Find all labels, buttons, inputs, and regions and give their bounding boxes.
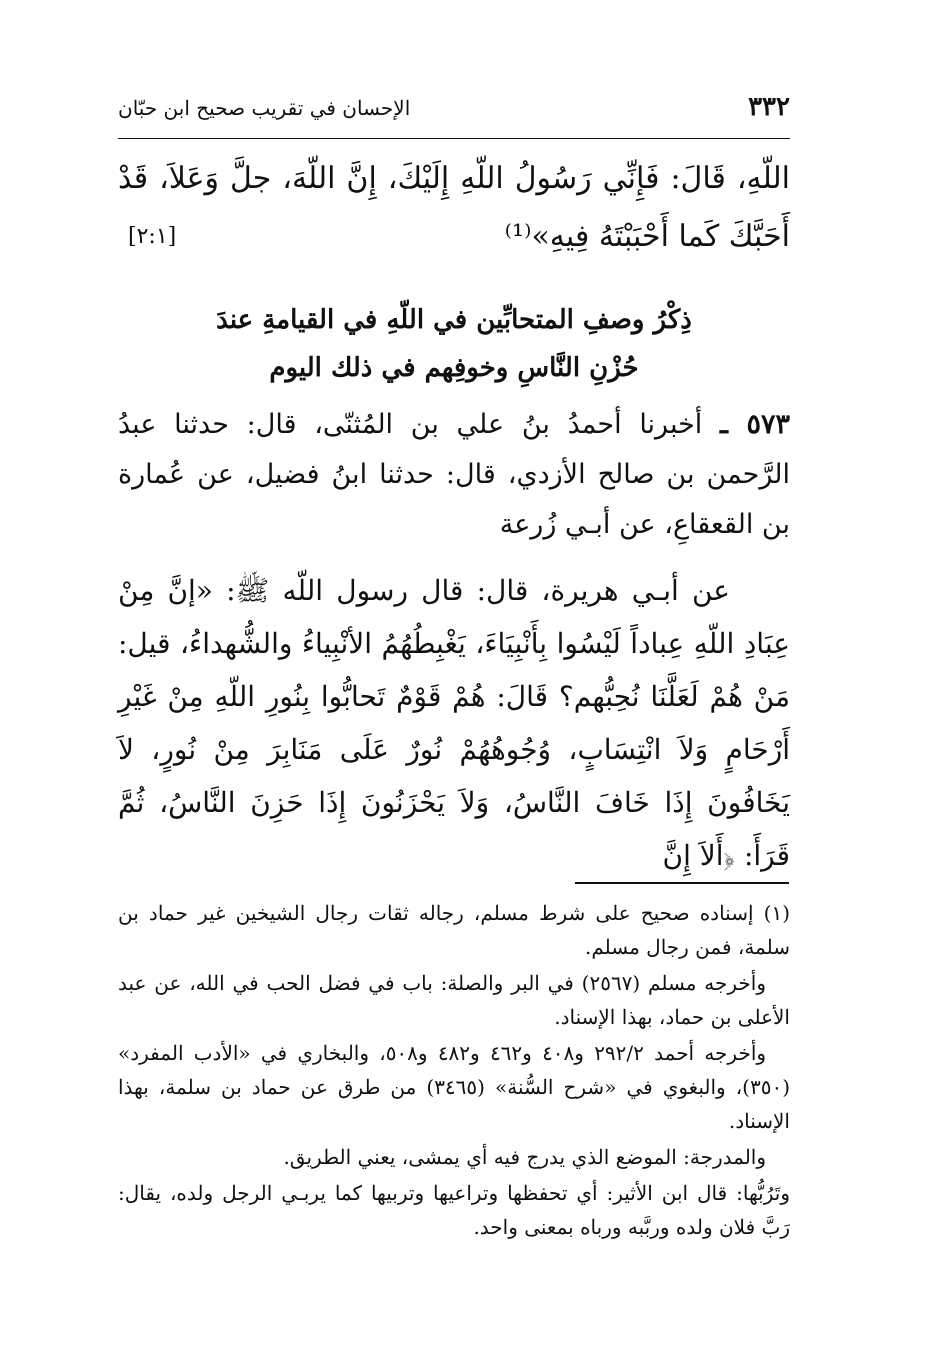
matn-text: عن أبـي هريرة، قال: قال رسول اللّه ﷺ: «إنَّ مِنْ عِبَادِ اللّهِ عِباداً لَيْسُوا بِأَنْبِيَاءَ، يَغْبِطُهُمُ الأنْبِياءُ والشُّهداءُ، قيل: مَنْ هُمْ لَعَلَّنَا نُحِبُّهم؟ قَالَ: هُمْ قَوْمٌ تَحابُّوا بِنُورِ اللّهِ مِنْ غَيْرِ أَرْحَامٍ وَلاَ انْتِسَابٍ، وُجُوهُهُمْ نُورٌ عَلَى مَنَابِرَ مِنْ نُورٍ، لاَ يَخَافُونَ إِذَا خَافَ النَّاسُ، وَلاَ يَحْزَنُونَ إِذَا حَزِنَ النَّاسُ، ثُمَّ قَرَأَ: ﴿أَلاَ إِنَّ [118,574,790,872]
footnote-paragraph: وأخرجه مسلم (٢٥٦٧) في البر والصلة: باب في فضل الحب في الله، عن عبد الأعلى بن حماد، بهذا الإسناد. [118,971,790,1029]
continuation-text: اللّهِ، قَالَ: فَإِنِّي رَسُولُ اللّهِ إِلَيْكَ، إِنَّ اللّهَ، جلَّ وَعَلاَ، قَدْ أَحَبَّكَ كَما أَحْبَبْتَهُ فِيهِ»⁽¹⁾ [118,161,790,254]
continuation-paragraph [118,150,790,266]
reference-tag: [٢:١] [128,224,177,249]
hadith-number: ٥٧٣ ـ [720,409,790,440]
heading-line-1: ذِكْرُ وصفِ المتحابِّين في اللّهِ في القيامةِ عندَ [216,305,692,335]
chapter-heading [118,296,790,392]
hadith-isnad [118,400,790,550]
isnad-text: أخبرنا أحمدُ بنُ علي بن المُثنّى، قال: حدثنا عبدُ الرَّحمن بن صالح الأزدي، قال: حدثنا ابنُ فضيل، عن عُمارة بن القعقاعِ، عن أبـي زُرعة [118,409,790,540]
page-number: ٣٣٢ [748,92,790,122]
footnote-paragraph: والمدرجة: الموضع الذي يدرج فيه أي يمشى، يعني الطريق. [283,1145,766,1169]
page-header [118,92,790,136]
footnotes [118,896,790,1246]
running-title: الإحسان في تقريب صحيح ابن حبّان [118,96,411,120]
footnote-rule [575,882,789,884]
hadith-matn [118,564,790,882]
footnote-paragraph: (١) إسناده صحيح على شرط مسلم، رجاله ثقات رجال الشيخين غير حماد بن سلمة، فمن رجال مسلم. [118,901,790,959]
footnote-paragraph: وأخرجه أحمد ٢٩٢/٢ و٤٠٨ و٤٦٢ و٤٨٢ و٥٠٨، والبخاري في «الأدب المفرد» (٣٥٠)، والبغوي في «شرح السُّنة» (٣٤٦٥) من طرق عن حماد بن سلمة، بهذا الإسناد. [118,1041,790,1133]
heading-line-2: حُزْنِ النَّاسِ وخوفِهم في ذلك اليوم [269,353,639,383]
header-rule [118,138,790,139]
footnote-paragraph: وتَرُبُّها: قال ابن الأثير: أي تحفظها وتراعيها وتربيها كما يربـي الرجل ولده، يقال: رَبَّ فلان ولده وربَّبه ورباه بمعنى واحد. [118,1181,790,1239]
